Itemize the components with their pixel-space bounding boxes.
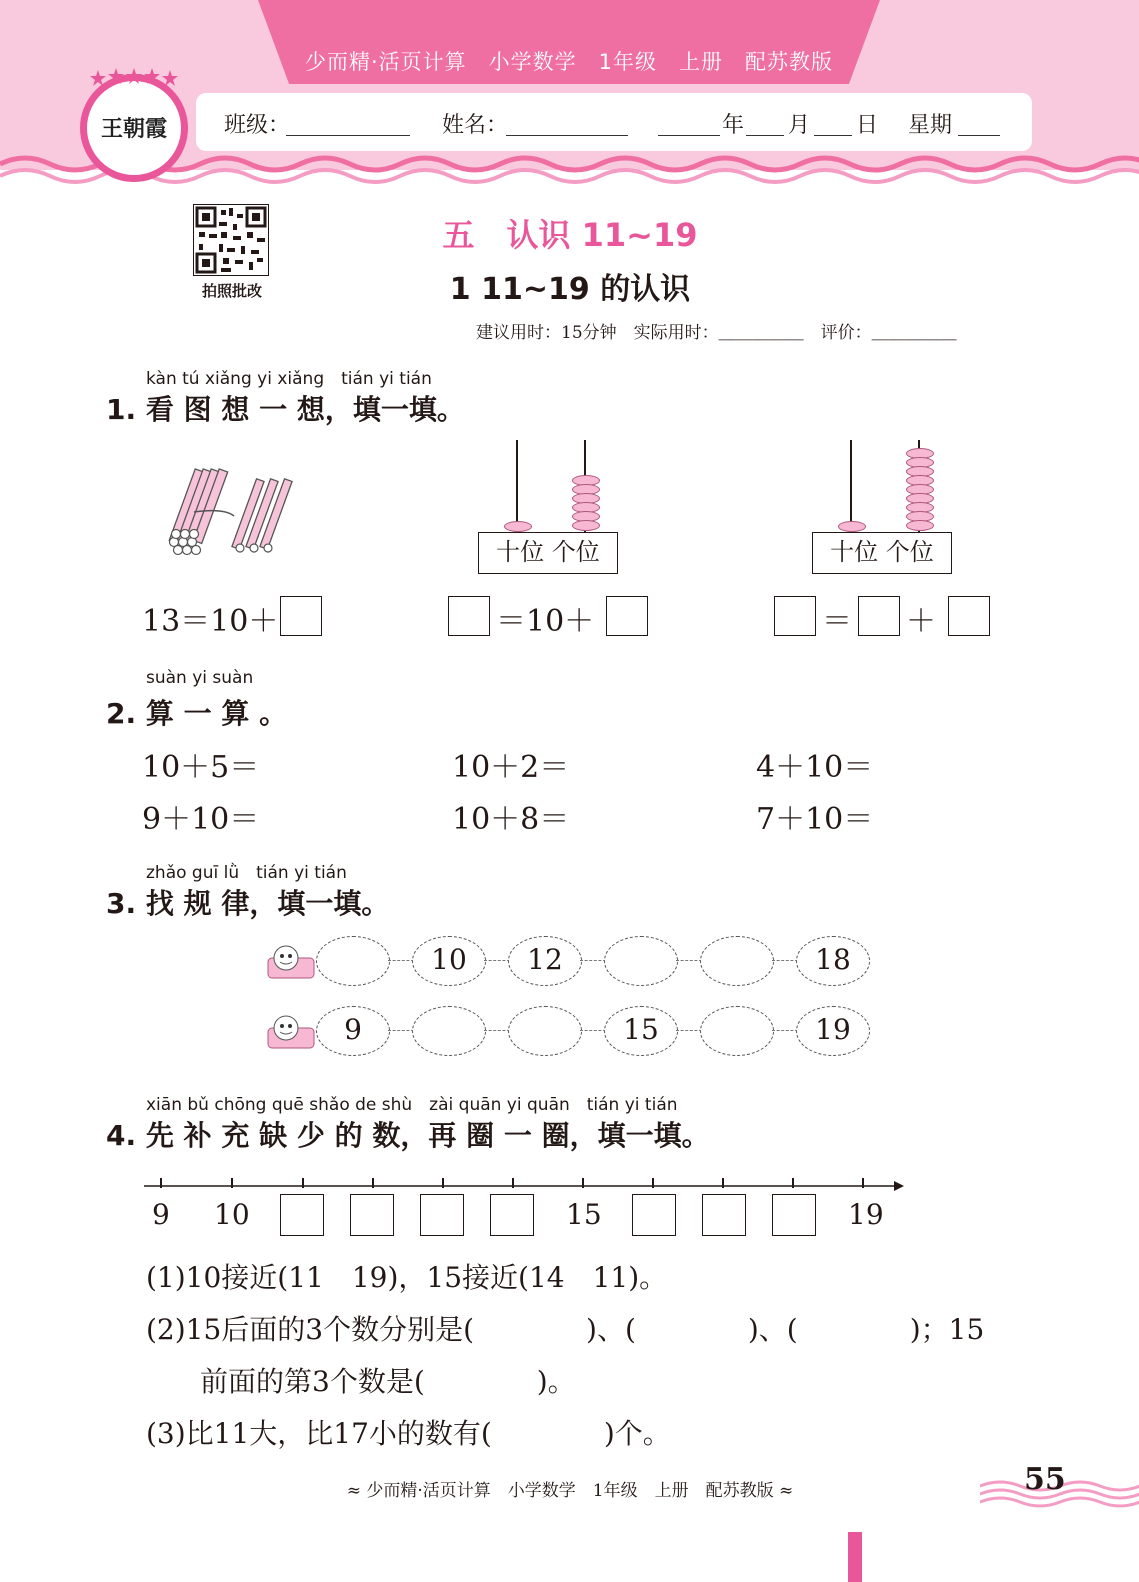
year-label: 年 [722, 113, 745, 138]
connector [772, 960, 798, 961]
day-label: 日 [856, 113, 879, 138]
q3-row2-oval: 19 [796, 1006, 870, 1056]
q3-row1-oval[interactable] [604, 936, 678, 986]
number-line-blank-box[interactable] [702, 1194, 746, 1236]
q3-row2-oval[interactable] [412, 1006, 486, 1056]
q3-row2-oval: 9 [316, 1006, 390, 1056]
connector [388, 960, 414, 961]
number-line-tick [231, 1178, 233, 1188]
q1-eq3-equals: ＝ [822, 604, 852, 639]
q1-eq3-ones-box[interactable] [948, 596, 990, 636]
q2-item: 9＋10＝ [142, 802, 260, 837]
lesson-title: 1 11~19 的认识 [449, 272, 691, 307]
abacus1-place-label: 十位 个位 [478, 532, 618, 574]
q2-item: 10＋2＝ [452, 750, 570, 785]
q1-eq3-plus: ＋ [906, 604, 936, 639]
q2-item: 7＋10＝ [756, 802, 874, 837]
q3-row1-oval: 18 [796, 936, 870, 986]
connector [676, 1030, 702, 1031]
year-field[interactable] [658, 135, 720, 136]
number-line-blank-box[interactable] [490, 1194, 534, 1236]
number-line [144, 1176, 904, 1196]
name-field[interactable] [506, 135, 628, 136]
q3-row1-oval[interactable] [316, 936, 390, 986]
q1-eq3-tens-box[interactable] [858, 596, 900, 636]
number-line-tick [722, 1178, 724, 1188]
connector [772, 1030, 798, 1031]
number-line-tick [160, 1178, 162, 1188]
q4-sub2-line1: (2)15后面的3个数分别是( )、( )、( )；15 [146, 1313, 985, 1346]
connector [388, 1030, 414, 1031]
q1-title: 1. 看 图 想 一 想，填一填。 [106, 393, 465, 426]
unit-title: 五 认识 11~19 [442, 216, 698, 254]
q3-row1-oval[interactable] [700, 936, 774, 986]
footer-series: ≈ 少而精·活页计算 小学数学 1年级 上册 配苏教版 ≈ [346, 1481, 794, 1501]
week-label: 星期 [908, 113, 953, 138]
q1-eq2-text: ＝10＋ [496, 604, 595, 639]
number-line-tick [302, 1178, 304, 1188]
q3-title: 3. 找 规 律，填一填。 [106, 887, 390, 920]
name-label: 姓名： [442, 113, 509, 138]
month-field[interactable] [746, 135, 784, 136]
number-line-blank-box[interactable] [632, 1194, 676, 1236]
connector [484, 1030, 510, 1031]
series-title: 少而精·活页计算 小学数学 1年级 上册 配苏教版 [304, 50, 834, 74]
number-line-blank-box[interactable] [772, 1194, 816, 1236]
number-line-tick [372, 1178, 374, 1188]
q2-pinyin: suàn yi suàn [146, 668, 254, 688]
q4-title: 4. 先 补 充 缺 少 的 数，再 圈 一 圈，填一填。 [106, 1119, 710, 1152]
number-line-tick [862, 1178, 864, 1188]
number-line-blank-box[interactable] [280, 1194, 324, 1236]
month-label: 月 [788, 113, 811, 138]
sticks-bundle-illustration [164, 464, 300, 558]
time-info: 建议用时：15分钟 实际用时：＿＿＿＿＿ 评价：＿＿＿＿＿ [476, 323, 957, 343]
q4-pinyin: xiān bǔ chōng quē shǎo de shù zài quān yi quān tián yi tián [146, 1095, 678, 1115]
q3-pinyin: zhǎo guī lǜ tián yi tián [146, 863, 347, 883]
number-line-tick [442, 1178, 444, 1188]
connector [484, 960, 510, 961]
abacus-bead [504, 521, 532, 532]
number-line-tick [792, 1178, 794, 1188]
number-line-tick [652, 1178, 654, 1188]
class-label: 班级： [224, 113, 291, 138]
number-line-label: 10 [214, 1198, 250, 1231]
abacus-bead [838, 521, 866, 532]
abacus2-place-label: 十位 个位 [812, 532, 952, 574]
number-line-blank-box[interactable] [350, 1194, 394, 1236]
logo-text: 王朝霞 [100, 116, 167, 142]
connector [676, 960, 702, 961]
abacus2-tens-rod [850, 440, 852, 532]
number-line-label: 19 [848, 1198, 884, 1231]
q2-title: 2. 算 一 算 。 [106, 697, 288, 730]
number-line-label: 9 [152, 1198, 170, 1231]
q1-eq1-text: 13＝10＋ [142, 604, 279, 639]
qr-code-icon[interactable] [193, 204, 269, 276]
q1-eq1-answer-box[interactable] [280, 596, 322, 636]
q2-item: 4＋10＝ [756, 750, 874, 785]
page-edge-tab [848, 1532, 862, 1582]
q3-row1-oval: 10 [412, 936, 486, 986]
week-field[interactable] [958, 135, 1000, 136]
star-icon [88, 68, 180, 92]
caterpillar-head-icon [266, 940, 318, 982]
q3-row1-oval: 12 [508, 936, 582, 986]
q2-item: 10＋5＝ [142, 750, 260, 785]
abacus1-tens-rod [516, 440, 518, 532]
q1-pinyin: kàn tú xiǎng yi xiǎng tián yi tián [146, 369, 432, 389]
q2-item: 10＋8＝ [452, 802, 570, 837]
class-field[interactable] [286, 135, 410, 136]
number-line-blank-box[interactable] [420, 1194, 464, 1236]
connector [580, 1030, 606, 1031]
connector [580, 960, 606, 961]
number-line-tick [582, 1178, 584, 1188]
page-number: 55 [1024, 1462, 1066, 1497]
q4-sub1: (1)10接近(11 19)，15接近(14 11)。 [146, 1261, 668, 1294]
qr-label: 拍照批改 [201, 282, 262, 300]
student-info-box [196, 93, 1032, 151]
abacus-bead [572, 520, 600, 531]
day-field[interactable] [814, 135, 852, 136]
q4-sub2-line2: 前面的第3个数是( )。 [200, 1365, 576, 1398]
number-line-tick [512, 1178, 514, 1188]
q1-eq3-total-box[interactable] [774, 596, 816, 636]
q1-eq2-total-box[interactable] [448, 596, 490, 636]
number-line-label: 15 [566, 1198, 602, 1231]
q3-row2-oval[interactable] [508, 1006, 582, 1056]
abacus-bead [906, 520, 934, 531]
q4-sub3: (3)比11大，比17小的数有( )个。 [146, 1417, 671, 1450]
q3-row2-oval: 15 [604, 1006, 678, 1056]
caterpillar-head-icon [266, 1010, 318, 1052]
q3-row2-oval[interactable] [700, 1006, 774, 1056]
q1-eq2-answer-box[interactable] [606, 596, 648, 636]
